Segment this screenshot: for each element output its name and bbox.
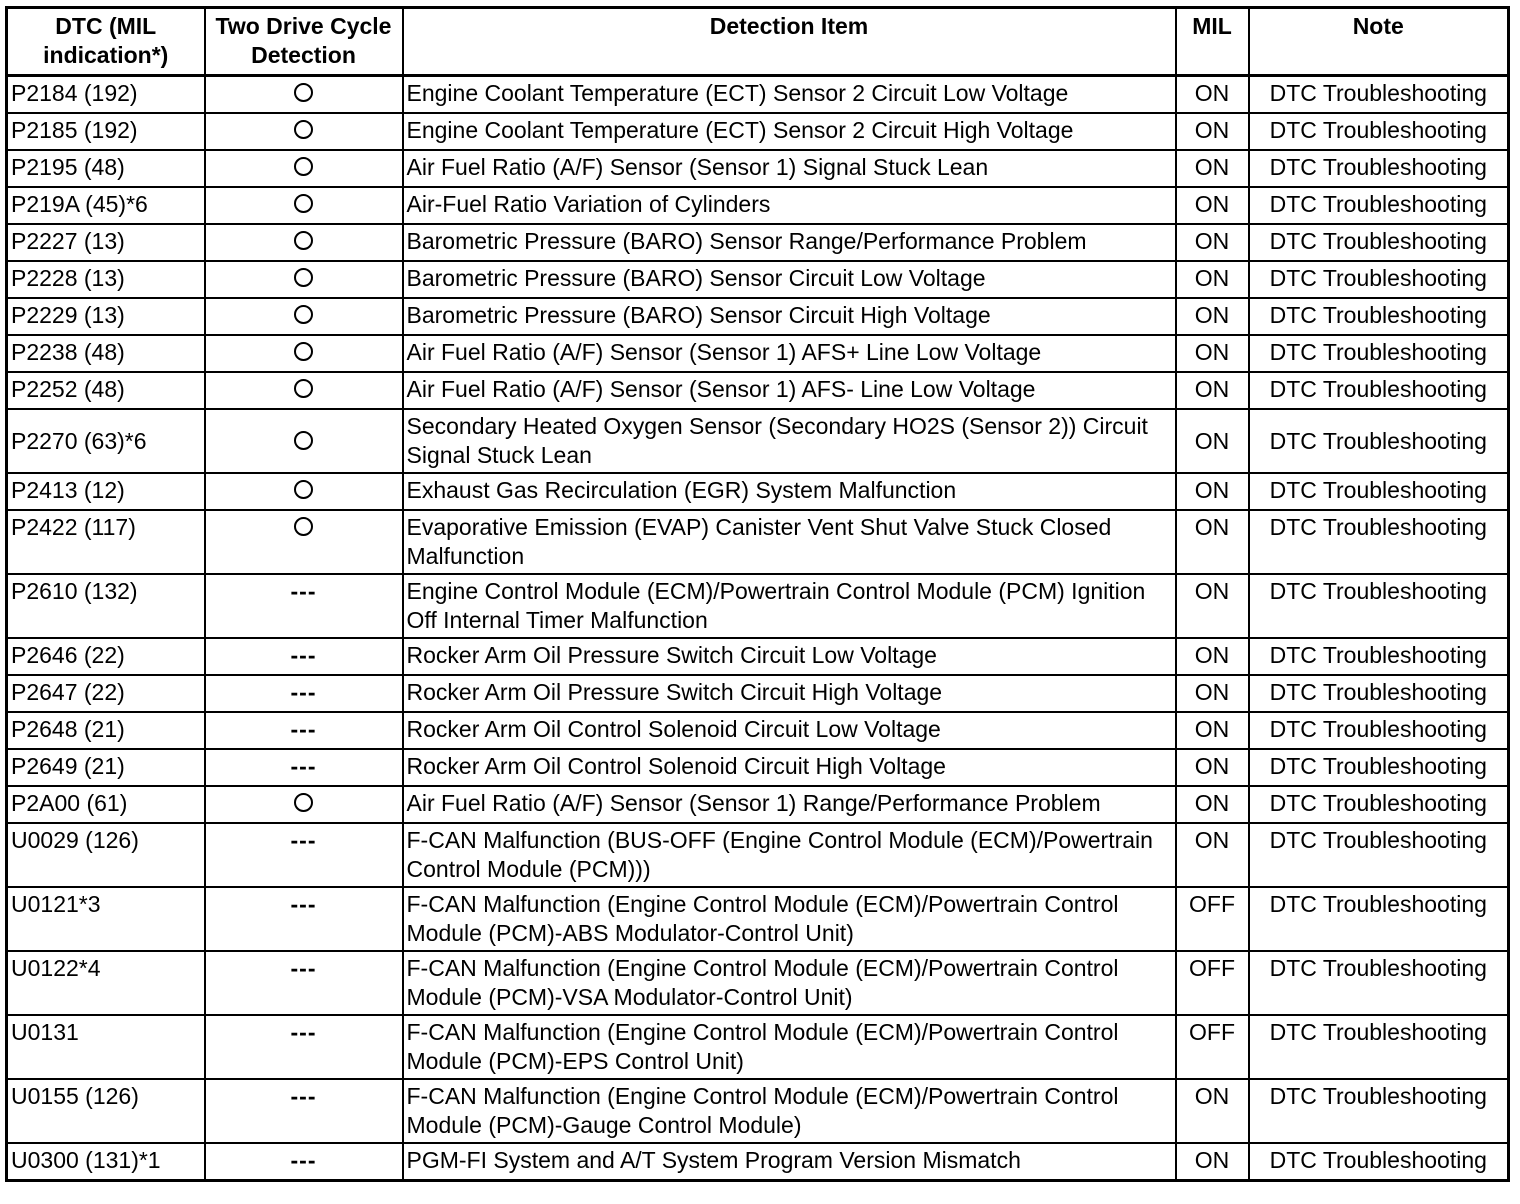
dtc-code-cell: P2184 (192) (7, 76, 205, 114)
mil-status-cell: ON (1176, 113, 1249, 150)
header-two-drive-cycle: Two Drive Cycle Detection (205, 8, 403, 76)
dash-marker: --- (290, 716, 317, 742)
table-row (7, 150, 1509, 187)
dash-marker: --- (290, 891, 317, 917)
two-drive-cycle-cell (205, 574, 403, 638)
circle-icon (294, 480, 313, 499)
dash-marker: --- (290, 753, 317, 779)
detection-item-cell: Barometric Pressure (BARO) Sensor Circuit High Voltage (403, 298, 1176, 335)
two-drive-cycle-cell (205, 1079, 403, 1143)
note-cell: DTC Troubleshooting (1249, 887, 1509, 951)
note-cell: DTC Troubleshooting (1249, 473, 1509, 510)
dtc-code-cell: P2252 (48) (7, 372, 205, 409)
dtc-code-cell: U0121*3 (7, 887, 205, 951)
dtc-code-cell: P2A00 (61) (7, 786, 205, 823)
mil-status-cell: ON (1176, 638, 1249, 675)
detection-item-cell: PGM-FI System and A/T System Program Version Mismatch (403, 1143, 1176, 1181)
dtc-code-cell: P2270 (63)*6 (7, 409, 205, 473)
mil-status-cell: ON (1176, 1143, 1249, 1181)
detection-item-cell: Exhaust Gas Recirculation (EGR) System Malfunction (403, 473, 1176, 510)
two-drive-cycle-cell (205, 150, 403, 187)
circle-icon (294, 157, 313, 176)
dtc-code-cell: U0300 (131)*1 (7, 1143, 205, 1181)
table-row (7, 473, 1509, 510)
note-cell: DTC Troubleshooting (1249, 574, 1509, 638)
note-cell: DTC Troubleshooting (1249, 1015, 1509, 1079)
two-drive-cycle-cell (205, 409, 403, 473)
note-cell: DTC Troubleshooting (1249, 409, 1509, 473)
detection-item-cell: Air-Fuel Ratio Variation of Cylinders (403, 187, 1176, 224)
two-drive-cycle-cell (205, 749, 403, 786)
header-detection-item: Detection Item (403, 8, 1176, 76)
note-cell: DTC Troubleshooting (1249, 749, 1509, 786)
detection-item-cell: F-CAN Malfunction (Engine Control Module (ECM)/Powertrain Control Module (PCM)-Gauge Control Module) (403, 1079, 1176, 1143)
table-row (7, 887, 1509, 951)
mil-status-cell: ON (1176, 510, 1249, 574)
table-row (7, 823, 1509, 887)
mil-status-cell: ON (1176, 574, 1249, 638)
table-row (7, 1015, 1509, 1079)
two-drive-cycle-cell (205, 113, 403, 150)
circle-icon (294, 517, 313, 536)
circle-icon (294, 379, 313, 398)
two-drive-cycle-cell (205, 187, 403, 224)
dash-marker: --- (290, 1083, 317, 1109)
two-drive-cycle-cell (205, 712, 403, 749)
note-cell: DTC Troubleshooting (1249, 76, 1509, 114)
dash-marker: --- (290, 642, 317, 668)
table-row (7, 675, 1509, 712)
dash-marker: --- (290, 827, 317, 853)
two-drive-cycle-cell (205, 298, 403, 335)
note-cell: DTC Troubleshooting (1249, 372, 1509, 409)
table-row (7, 372, 1509, 409)
dash-marker: --- (290, 578, 317, 604)
note-cell: DTC Troubleshooting (1249, 150, 1509, 187)
two-drive-cycle-cell (205, 473, 403, 510)
two-drive-cycle-cell (205, 675, 403, 712)
mil-status-cell: ON (1176, 473, 1249, 510)
note-cell: DTC Troubleshooting (1249, 1143, 1509, 1181)
header-row (7, 8, 1509, 76)
detection-item-cell: F-CAN Malfunction (Engine Control Module (ECM)/Powertrain Control Module (PCM)-ABS Modulator-Control Unit) (403, 887, 1176, 951)
mil-status-cell: OFF (1176, 1015, 1249, 1079)
mil-status-cell: ON (1176, 76, 1249, 114)
detection-item-cell: Engine Control Module (ECM)/Powertrain Control Module (PCM) Ignition Off Internal Timer Malfunction (403, 574, 1176, 638)
table-row (7, 638, 1509, 675)
circle-icon (294, 793, 313, 812)
mil-status-cell: ON (1176, 335, 1249, 372)
table-row (7, 749, 1509, 786)
detection-item-cell: Air Fuel Ratio (A/F) Sensor (Sensor 1) AFS- Line Low Voltage (403, 372, 1176, 409)
note-cell: DTC Troubleshooting (1249, 224, 1509, 261)
table-row (7, 261, 1509, 298)
two-drive-cycle-cell (205, 76, 403, 114)
circle-icon (294, 194, 313, 213)
dash-marker: --- (290, 1019, 317, 1045)
dash-marker: --- (290, 1147, 317, 1173)
header-note: Note (1249, 8, 1509, 76)
mil-status-cell: ON (1176, 261, 1249, 298)
mil-status-cell: ON (1176, 712, 1249, 749)
two-drive-cycle-cell (205, 372, 403, 409)
table-row (7, 335, 1509, 372)
detection-item-cell: Rocker Arm Oil Control Solenoid Circuit Low Voltage (403, 712, 1176, 749)
circle-icon (294, 342, 313, 361)
dtc-code-cell: P2413 (12) (7, 473, 205, 510)
table-body (7, 76, 1509, 1181)
dtc-code-cell: P2422 (117) (7, 510, 205, 574)
table-row (7, 712, 1509, 749)
dtc-code-cell: P2648 (21) (7, 712, 205, 749)
note-cell: DTC Troubleshooting (1249, 675, 1509, 712)
table-row (7, 224, 1509, 261)
two-drive-cycle-cell (205, 510, 403, 574)
dtc-code-cell: U0122*4 (7, 951, 205, 1015)
mil-status-cell: ON (1176, 1079, 1249, 1143)
dtc-code-cell: U0155 (126) (7, 1079, 205, 1143)
table-row (7, 187, 1509, 224)
dtc-code-cell: P2228 (13) (7, 261, 205, 298)
circle-icon (294, 305, 313, 324)
note-cell: DTC Troubleshooting (1249, 298, 1509, 335)
mil-status-cell: OFF (1176, 951, 1249, 1015)
detection-item-cell: Evaporative Emission (EVAP) Canister Vent Shut Valve Stuck Closed Malfunction (403, 510, 1176, 574)
dtc-code-cell: P2227 (13) (7, 224, 205, 261)
circle-icon (294, 231, 313, 250)
detection-item-cell: Rocker Arm Oil Pressure Switch Circuit High Voltage (403, 675, 1176, 712)
circle-icon (294, 431, 313, 450)
note-cell: DTC Troubleshooting (1249, 638, 1509, 675)
table-row (7, 510, 1509, 574)
note-cell: DTC Troubleshooting (1249, 823, 1509, 887)
table-row (7, 1143, 1509, 1181)
mil-status-cell: ON (1176, 298, 1249, 335)
header-dtc: DTC (MIL indication*) (7, 8, 205, 76)
detection-item-cell: Air Fuel Ratio (A/F) Sensor (Sensor 1) AFS+ Line Low Voltage (403, 335, 1176, 372)
two-drive-cycle-cell (205, 1015, 403, 1079)
dtc-code-cell: P219A (45)*6 (7, 187, 205, 224)
note-cell: DTC Troubleshooting (1249, 187, 1509, 224)
mil-status-cell: ON (1176, 187, 1249, 224)
mil-status-cell: ON (1176, 786, 1249, 823)
two-drive-cycle-cell (205, 786, 403, 823)
note-cell: DTC Troubleshooting (1249, 261, 1509, 298)
table-row (7, 76, 1509, 114)
table-row (7, 951, 1509, 1015)
detection-item-cell: F-CAN Malfunction (BUS-OFF (Engine Control Module (ECM)/Powertrain Control Module (PCM))) (403, 823, 1176, 887)
two-drive-cycle-cell (205, 224, 403, 261)
table-row (7, 574, 1509, 638)
dash-marker: --- (290, 955, 317, 981)
note-cell: DTC Troubleshooting (1249, 712, 1509, 749)
note-cell: DTC Troubleshooting (1249, 510, 1509, 574)
circle-icon (294, 268, 313, 287)
dtc-code-cell: P2195 (48) (7, 150, 205, 187)
dtc-code-cell: P2646 (22) (7, 638, 205, 675)
two-drive-cycle-cell (205, 261, 403, 298)
two-drive-cycle-cell (205, 951, 403, 1015)
note-cell: DTC Troubleshooting (1249, 335, 1509, 372)
table-row (7, 786, 1509, 823)
table-row (7, 409, 1509, 473)
note-cell: DTC Troubleshooting (1249, 951, 1509, 1015)
note-cell: DTC Troubleshooting (1249, 1079, 1509, 1143)
dtc-code-cell: P2610 (132) (7, 574, 205, 638)
dtc-table (5, 6, 1510, 1182)
detection-item-cell: Air Fuel Ratio (A/F) Sensor (Sensor 1) Range/Performance Problem (403, 786, 1176, 823)
detection-item-cell: Rocker Arm Oil Pressure Switch Circuit Low Voltage (403, 638, 1176, 675)
mil-status-cell: OFF (1176, 887, 1249, 951)
two-drive-cycle-cell (205, 823, 403, 887)
detection-item-cell: F-CAN Malfunction (Engine Control Module (ECM)/Powertrain Control Module (PCM)-EPS Control Unit) (403, 1015, 1176, 1079)
dtc-code-cell: U0029 (126) (7, 823, 205, 887)
mil-status-cell: ON (1176, 150, 1249, 187)
mil-status-cell: ON (1176, 749, 1249, 786)
dash-marker: --- (290, 679, 317, 705)
detection-item-cell: Air Fuel Ratio (A/F) Sensor (Sensor 1) Signal Stuck Lean (403, 150, 1176, 187)
dtc-code-cell: P2185 (192) (7, 113, 205, 150)
table-row (7, 1079, 1509, 1143)
note-cell: DTC Troubleshooting (1249, 113, 1509, 150)
two-drive-cycle-cell (205, 887, 403, 951)
mil-status-cell: ON (1176, 224, 1249, 261)
detection-item-cell: Secondary Heated Oxygen Sensor (Secondary HO2S (Sensor 2)) Circuit Signal Stuck Lean (403, 409, 1176, 473)
dtc-code-cell: P2238 (48) (7, 335, 205, 372)
mil-status-cell: ON (1176, 675, 1249, 712)
table-row (7, 298, 1509, 335)
two-drive-cycle-cell (205, 1143, 403, 1181)
detection-item-cell: Engine Coolant Temperature (ECT) Sensor 2 Circuit High Voltage (403, 113, 1176, 150)
dtc-code-cell: P2649 (21) (7, 749, 205, 786)
detection-item-cell: Rocker Arm Oil Control Solenoid Circuit High Voltage (403, 749, 1176, 786)
circle-icon (294, 120, 313, 139)
table-row (7, 113, 1509, 150)
dtc-code-cell: U0131 (7, 1015, 205, 1079)
detection-item-cell: Engine Coolant Temperature (ECT) Sensor 2 Circuit Low Voltage (403, 76, 1176, 114)
detection-item-cell: Barometric Pressure (BARO) Sensor Circuit Low Voltage (403, 261, 1176, 298)
two-drive-cycle-cell (205, 638, 403, 675)
detection-item-cell: Barometric Pressure (BARO) Sensor Range/Performance Problem (403, 224, 1176, 261)
note-cell: DTC Troubleshooting (1249, 786, 1509, 823)
circle-icon (294, 83, 313, 102)
dtc-code-cell: P2647 (22) (7, 675, 205, 712)
header-mil: MIL (1176, 8, 1249, 76)
mil-status-cell: ON (1176, 823, 1249, 887)
dtc-table-wrapper (5, 6, 1510, 1182)
dtc-code-cell: P2229 (13) (7, 298, 205, 335)
two-drive-cycle-cell (205, 335, 403, 372)
mil-status-cell: ON (1176, 372, 1249, 409)
mil-status-cell: ON (1176, 409, 1249, 473)
detection-item-cell: F-CAN Malfunction (Engine Control Module (ECM)/Powertrain Control Module (PCM)-VSA Modulator-Control Unit) (403, 951, 1176, 1015)
